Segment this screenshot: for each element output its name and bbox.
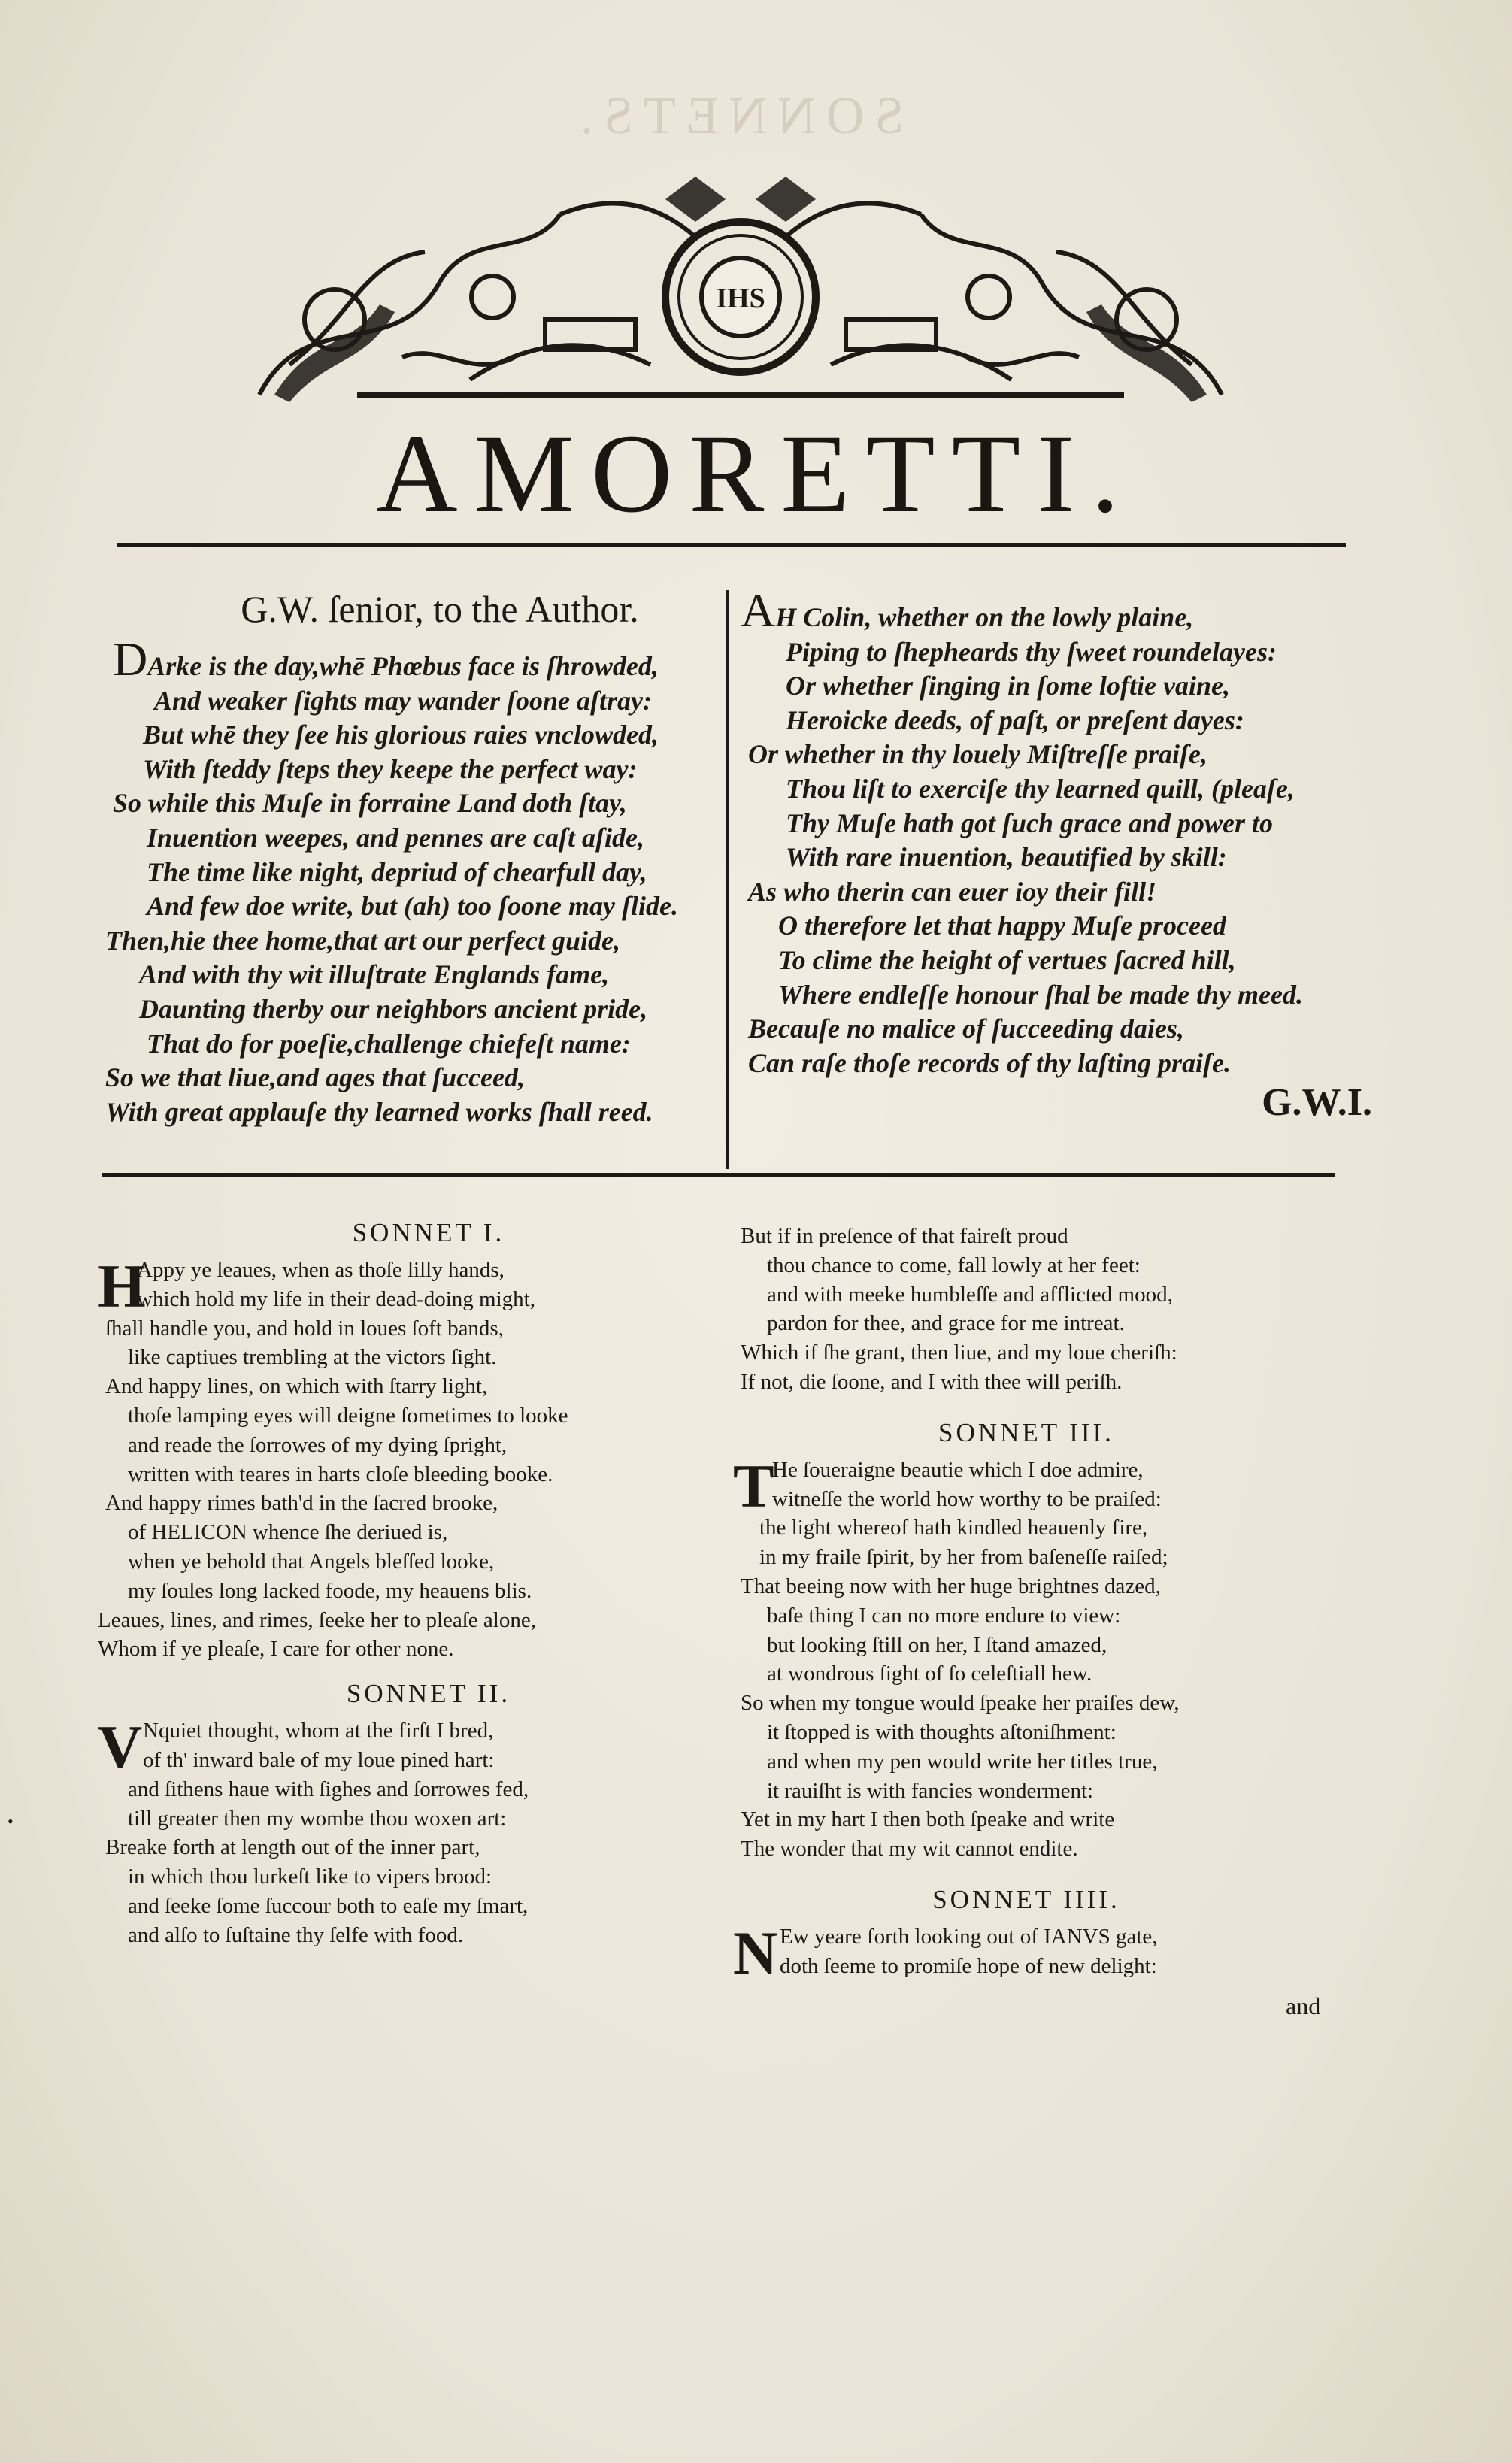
catchword: and: [1286, 1992, 1321, 2019]
dropcap: N: [733, 1918, 778, 1987]
sonnet-3-heading: SONNET III.: [938, 1417, 1114, 1447]
text-line: doth ſeeme to promiſe hope of new delight:: [780, 1953, 1157, 1978]
text-line: Which if ſhe grant, then liue, and my loue cheriſh:: [741, 1341, 1177, 1365]
text-line: in my fraile ſpirit, by her from baſeneſſe raiſed;: [759, 1545, 1168, 1570]
text-line: With ſteddy ſteps they keepe the perfect way:: [143, 753, 638, 784]
text-line: Or whether in thy louely Miſtreſſe praiſe,: [748, 739, 1207, 770]
text-line: So we that liue,and ages that ſucceed,: [105, 1062, 525, 1093]
line-text: H Colin, whether on the lowly plaine,: [775, 602, 1194, 632]
sonnet-2-continuation: [733, 1222, 1320, 1397]
text-line: As who therin can euer ioy their fill!: [748, 876, 1157, 907]
text-line: O therefore let that happy Muſe proceed: [778, 910, 1226, 941]
text-line: Thou liſt to exerciſe thy learned quill, (pleaſe,: [786, 773, 1295, 804]
text-line: And happy rimes bath'd in the ſacred brooke,: [105, 1491, 498, 1516]
text-line: Then,hie thee home,that art our perfect guide,: [105, 925, 621, 956]
text-line: Becauſe no malice of ſucceeding daies,: [748, 1013, 1184, 1044]
text-line: thou chance to come, fall lowly at her feet:: [767, 1253, 1141, 1277]
sonnet-2-heading: SONNET II.: [346, 1679, 511, 1709]
text-line: Piping to ſhepheards thy ſweet roundelayes:: [786, 636, 1277, 667]
dropcap: V: [98, 1713, 143, 1782]
text-line: Daunting therby our neighbors ancient pride,: [139, 993, 648, 1024]
text-line: Inuention weepes, and pennes are caſt aſide,: [147, 822, 644, 853]
text-line: in which thou lurkeſt like to vipers brood:: [128, 1865, 492, 1889]
top-rule: [117, 543, 1346, 547]
text-line: thoſe lamping eyes will deigne ſometimes to looke: [128, 1403, 568, 1428]
text-line: Breake forth at length out of the inner part,: [105, 1835, 480, 1860]
text-line: but looking ſtill on her, I ſtand amazed,: [767, 1632, 1107, 1657]
text-line: But whē they ſee his glorious raies vnclowded,: [143, 720, 659, 750]
sonnet-4-lines: [733, 1918, 1320, 1987]
text-line: So when my tongue would ſpeake her praiſes dew,: [741, 1691, 1180, 1716]
text-line: So while this Muſe in forraine Land doth ſtay,: [113, 788, 627, 819]
text-line: And happy lines, on which with ſtarry light,: [105, 1374, 488, 1399]
text-line: it rauiſht is with fancies wonderment:: [767, 1778, 1094, 1803]
sonnets-left-column: [98, 1210, 684, 1950]
text-line: And few doe write, but (ah) too ſoone may ſlide.: [147, 891, 678, 922]
poem-right-lines: [741, 583, 1402, 1080]
poem-left-lines: [98, 632, 722, 1129]
text-line: He ſoueraigne beautie which I doe admire,: [772, 1457, 1144, 1482]
column-divider: [726, 590, 729, 1169]
dropcap: A: [741, 583, 776, 637]
sonnet-1-lines: [98, 1252, 684, 1664]
text-line: Ew yeare forth looking out of IANVS gate,: [780, 1924, 1158, 1949]
text-line: But if in preſence of that faireſt proud: [741, 1224, 1068, 1248]
page-title: AMORETTI.: [376, 411, 1136, 536]
text-line: The time like night, depriud of chearfull day,: [147, 856, 647, 887]
ihs-emblem: IHS: [716, 283, 765, 314]
text-line: ſhall handle you, and hold in loues ſoft bands,: [105, 1316, 504, 1341]
poem-heading: G.W. ſenior, to the Author.: [241, 588, 639, 630]
text-line: [741, 583, 1402, 637]
sonnet-4: [733, 1918, 1320, 1987]
text-line: and with meeke humbleſſe and afflicted mood,: [767, 1282, 1173, 1307]
text-line: With rare inuention, beautified by skill:: [786, 842, 1227, 873]
text-line: Thy Muſe hath got ſuch grace and power to: [786, 807, 1274, 838]
text-line: pardon for thee, and grace for me intreat.: [767, 1311, 1125, 1336]
text-line: of th' inward bale of my loue pined hart:: [143, 1747, 495, 1772]
sonnets-right-column: [733, 1222, 1320, 1987]
text-line: Whom if ye pleaſe, I care for other none.: [98, 1637, 454, 1662]
text-line: the light whereof hath kindled heauenly fire,: [759, 1516, 1148, 1541]
text-line: and ſithens haue with ſighes and ſorrowes fed,: [128, 1777, 529, 1801]
text-line: it ſtopped is with thoughts aſtoniſhment:: [767, 1719, 1117, 1744]
text-line: Or whether ſinging in ſome loftie vaine,: [786, 671, 1231, 701]
sonnet-2-lines: [98, 1713, 684, 1949]
text-line: And weaker ſights may wander ſoone aſtray:: [154, 685, 652, 716]
sonnet-2: [98, 1713, 684, 1949]
middle-rule: [102, 1173, 1335, 1177]
margin-mark: •: [8, 1812, 14, 1831]
text-line: That do for poeſie,challenge chiefeſt name:: [147, 1028, 631, 1059]
text-line: and reade the ſorrowes of my dying ſpright,: [128, 1432, 508, 1457]
text-line: That beeing now with her huge brightnes dazed,: [741, 1574, 1161, 1598]
sonnet-4-heading: SONNET IIII.: [932, 1884, 1120, 1914]
line-text: Arke is the day,whē Phœbus face is ſhrowded,: [147, 651, 659, 681]
text-line: baſe thing I can no more endure to view:: [767, 1603, 1121, 1628]
poem-signature: G.W.I.: [1262, 1081, 1372, 1125]
text-line: Nquiet thought, whom at the firſt I bred,: [143, 1719, 494, 1743]
text-line: [98, 632, 722, 686]
text-line: and alſo to ſuſtaine thy ſelfe with food.: [128, 1922, 464, 1947]
text-line: Leaues, lines, and rimes, ſeeke her to pleaſe alone,: [98, 1607, 536, 1632]
dropcap: D: [113, 632, 148, 686]
text-line: Can raſe thoſe records of thy laſting praiſe.: [748, 1047, 1231, 1078]
text-line: when ye behold that Angels bleſſed looke,: [128, 1549, 495, 1574]
sonnet-3: [733, 1451, 1320, 1864]
text-line: witneſſe the world how worthy to be praiſed:: [772, 1486, 1162, 1511]
commendatory-poem-left: [98, 583, 722, 1129]
text-line: at wondrous ſight of ſo celeſtiall hew.: [767, 1662, 1092, 1686]
text-line: Heroicke deeds, of paſt, or preſent dayes:: [786, 704, 1244, 735]
text-line: which hold my life in their dead-doing might,: [137, 1286, 535, 1311]
text-line: The wonder that my wit cannot endite.: [741, 1837, 1078, 1862]
text-line: And with thy wit illuſtrate Englands fame,: [139, 959, 610, 990]
dropcap: H: [98, 1252, 146, 1320]
dropcap: T: [733, 1451, 774, 1520]
headpiece-ornament-icon: [244, 169, 1237, 410]
commendatory-poem-right: [741, 583, 1402, 1125]
text-line: and when my pen would write her titles true,: [767, 1749, 1158, 1774]
sonnet-1: [98, 1252, 684, 1664]
text-line: To clime the height of vertues ſacred hill,: [778, 944, 1236, 975]
text-line: Yet in my hart I then both ſpeake and write: [741, 1807, 1115, 1832]
sonnet-1-heading: SONNET I.: [352, 1218, 505, 1247]
text-line: written with teares in harts cloſe bleeding booke.: [128, 1462, 553, 1486]
text-line: till greater then my wombe thou woxen art:: [128, 1806, 507, 1831]
text-line: If not, die ſoone, and I with thee will periſh.: [741, 1369, 1123, 1394]
text-line: of HELICON whence ſhe deriued is,: [128, 1520, 448, 1545]
bleed-through-heading: SONNETS.: [569, 87, 904, 145]
text-line: and ſeeke ſome ſuccour both to eaſe my ſmart,: [128, 1893, 529, 1918]
text-line: Where endleſſe honour ſhal be made thy meed.: [778, 979, 1303, 1010]
text-line: like captiues trembling at the victors ſight.: [128, 1345, 497, 1370]
sonnet-3-lines: [733, 1451, 1320, 1864]
text-line: Appy ye leaues, when as thoſe lilly hands,: [137, 1258, 505, 1282]
text-line: my ſoules long lacked foode, my heauens blis.: [128, 1578, 532, 1603]
text-line: With great applauſe thy learned works ſhall reed.: [105, 1096, 653, 1127]
